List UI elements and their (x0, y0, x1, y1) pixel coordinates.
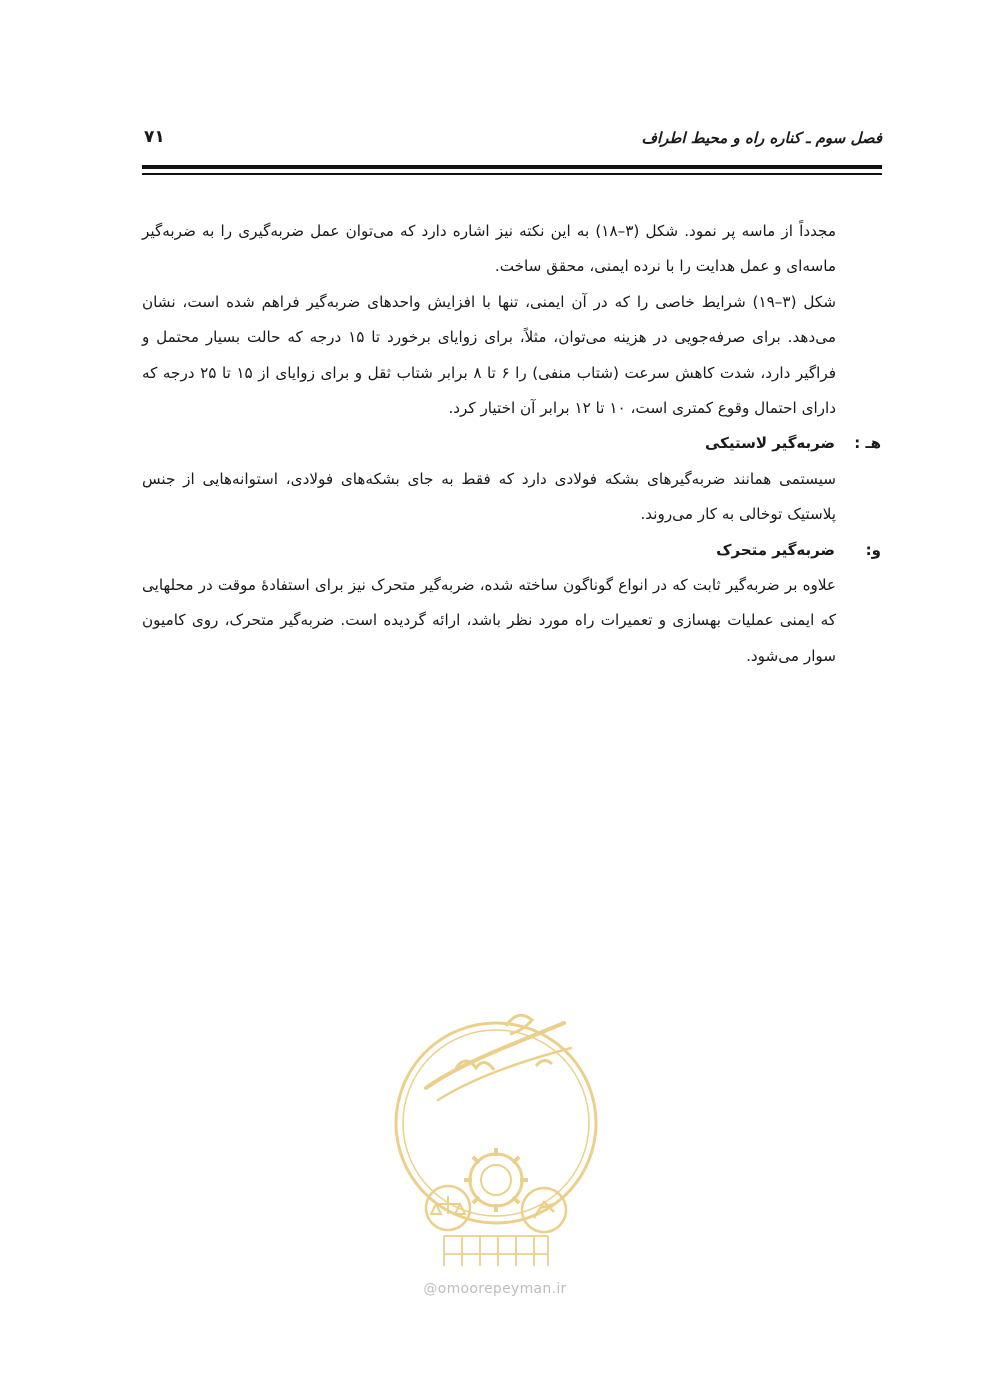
section-title-mobile: ضربه‌گیر متحرک (716, 540, 835, 559)
header-rule-thick (142, 165, 882, 169)
page-header (142, 127, 882, 161)
header-rule-thin (142, 173, 882, 175)
section-heading-rubber (187, 426, 881, 461)
section-marker-vav: و: (865, 540, 881, 559)
page-number: ۷۱ (144, 127, 165, 147)
paragraph-mobile-cushion: علاوه بر ضربه‌گیر ثابت که در انواع گوناگون ساخته شده، ضربه‌گیر متحرک نیز برای استفادهٔ موقت در محلهایی که ایمنی عملیات بهسازی و تعمیرات راه مورد نظر باشد، ارائه گردیده است. ضربه‌گیر متحرک، روی کامیون سوار می‌شود. (142, 576, 836, 665)
watermark-url: @omoorepeyman.ir (423, 1281, 567, 1297)
paragraph-sand-cushion: مجدداً از ماسه پر نمود. شکل (۳–۱۸) به این نکته نیز اشاره دارد که می‌توان عمل ضربه‌گیری را به ضربه‌گیر ماسه‌ای و عمل هدایت را با نرده ایمنی، محقق ساخت. (142, 222, 836, 276)
paragraph-figure-3-19: شکل (۳–۱۹) شرایط خاصی را که در آن ایمنی، تنها با افزایش واحدهای ضربه‌گیر فراهم شده است، نشان می‌دهد. برای صرفه‌جویی در هزینه می‌توان، مثلاً، برای زوایای برخورد تا ۱۵ درجه که حالت بسیار محتمل و فراگیر دارد، شدت کاهش سرعت (شتاب منفی) را ۶ تا ۸ برابر شتاب ثقل و برای زوایای از ۱۵ تا ۲۵ درجه که دارای احتمال وقوع کمتری است، ۱۰ تا ۱۲ برابر آن اختیار کرد. (142, 292, 836, 418)
body-text (142, 214, 881, 674)
section-title-rubber: ضربه‌گیر لاستیکی (704, 434, 835, 453)
section-marker-he: هـ : (854, 434, 881, 453)
running-title: فصل سوم ـ کناره راه و محیط اطراف (641, 129, 882, 147)
omoorepeyman-seal-logo (386, 968, 606, 1278)
section-heading-mobile (187, 533, 881, 568)
paragraph-rubber-cushion: سیستمی همانند ضربه‌گیرهای بشکه فولادی دارد که فقط به جای بشکه‌های فولادی، استوانه‌هایی از جنس پلاستیک توخالی به کار می‌روند. (142, 469, 836, 524)
